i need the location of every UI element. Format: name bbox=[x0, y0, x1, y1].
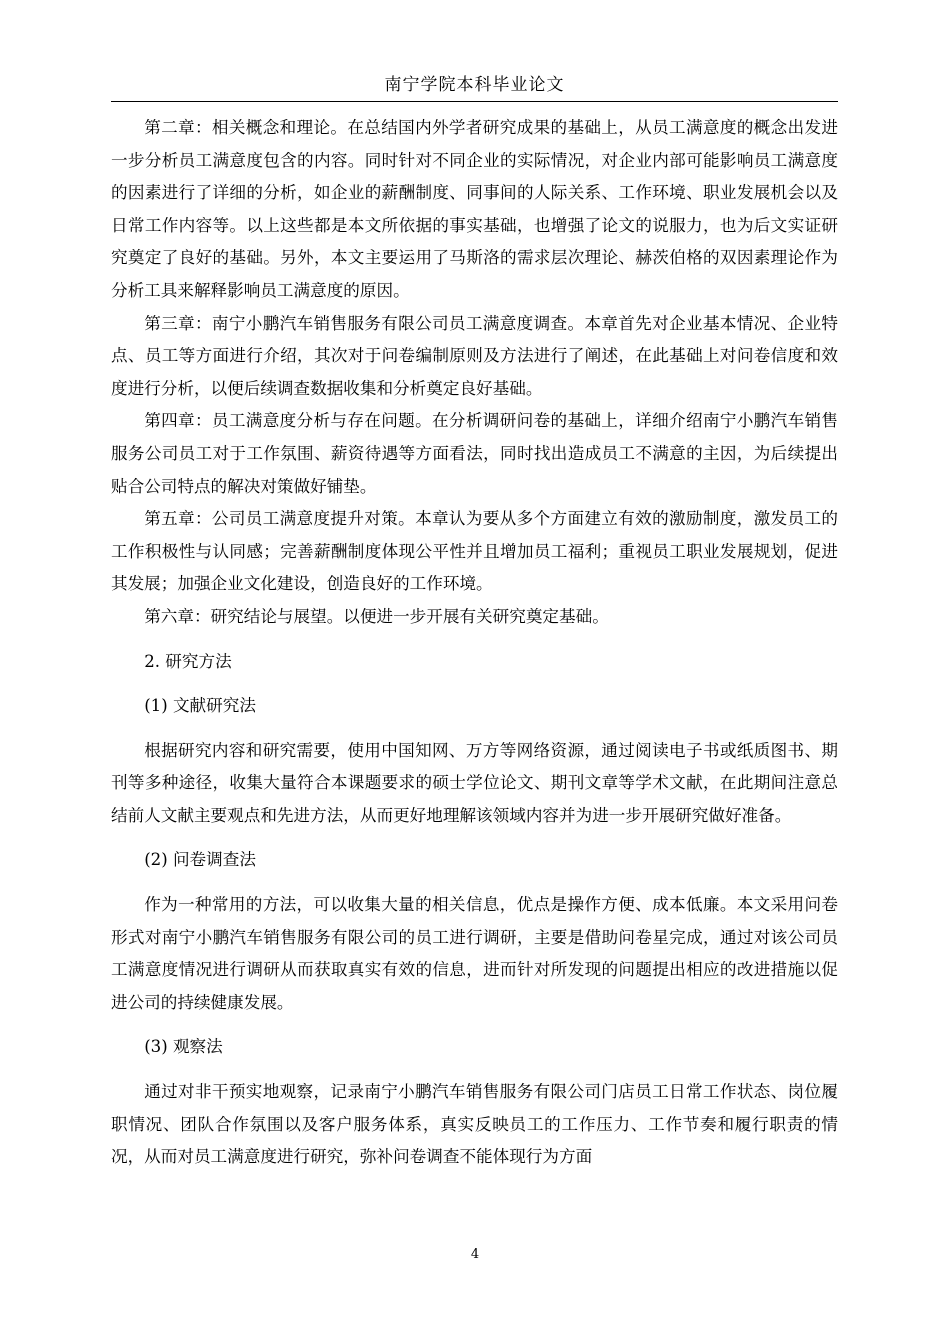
spacer bbox=[111, 832, 838, 844]
spacer bbox=[111, 1019, 838, 1031]
paragraph-chapter-5: 第五章：公司员工满意度提升对策。本章认为要从多个方面建立有效的激励制度，激发员工的工作积极性与认同感；完善薪酬制度体现公平性并且增加员工福利；重视员工职业发展规划，促进其发展；加强企业文化建设，创造良好的工作环境。 bbox=[111, 509, 838, 594]
spacer bbox=[111, 1064, 838, 1076]
subheading-literature-method: (1) 文献研究法 bbox=[144, 696, 256, 716]
page-number: 4 bbox=[470, 1247, 480, 1262]
spacer bbox=[111, 723, 838, 735]
header-rule bbox=[111, 101, 838, 102]
paragraph-chapter-6: 第六章：研究结论与展望。以便进一步开展有关研究奠定基础。 bbox=[144, 606, 609, 626]
subheading-questionnaire-method: (2) 问卷调查法 bbox=[144, 850, 256, 870]
paragraph-questionnaire-method: 作为一种常用的方法，可以收集大量的相关信息，优点是操作方便、成本低廉。本文采用问卷形式对南宁小鹏汽车销售服务有限公司的员工进行调研，主要是借助问卷星完成，通过对该公司员工满意度情况进行调研从而获取真实有效的信息，进而针对所发现的问题提出相应的改进措施以促进公司的持续健康发展。 bbox=[111, 895, 838, 1012]
paragraph-literature-method: 根据研究内容和研究需要，使用中国知网、万方等网络资源，通过阅读电子书或纸质图书、期刊等多种途径，收集大量符合本课题要求的硕士学位论文、期刊文章等学术文献，在此期间注意总结前人文献主要观点和先进方法，从而更好地理解该领域内容并为进一步开展研究做好准备。 bbox=[111, 740, 838, 825]
spacer bbox=[111, 877, 838, 889]
subheading-observation-method: (3) 观察法 bbox=[144, 1037, 223, 1057]
body-text bbox=[111, 112, 838, 1174]
section-heading-methods: 2. 研究方法 bbox=[144, 651, 232, 671]
spacer bbox=[111, 634, 838, 646]
running-header: 南宁学院本科毕业论文 bbox=[384, 75, 565, 95]
paragraph-chapter-4: 第四章：员工满意度分析与存在问题。在分析调研问卷的基础上，详细介绍南宁小鹏汽车销售服务公司员工对于工作氛围、薪资待遇等方面看法，同时找出造成员工不满意的主因，为后续提出贴合公司特点的解决对策做好铺垫。 bbox=[111, 411, 838, 496]
paragraph-chapter-2: 第二章：相关概念和理论。在总结国内外学者研究成果的基础上，从员工满意度的概念出发进一步分析员工满意度包含的内容。同时针对不同企业的实际情况，对企业内部可能影响员工满意度的因素进行了详细的分析，如企业的薪酬制度、同事间的人际关系、工作环境、职业发展机会以及日常工作内容等。以上这些都是本文所依据的事实基础，也增强了论文的说服力，也为后文实证研究奠定了良好的基础。另外，本文主要运用了马斯洛的需求层次理论、赫茨伯格的双因素理论作为分析工具来解释影响员工满意度的原因。 bbox=[111, 118, 838, 300]
paragraph-chapter-3: 第三章：南宁小鹏汽车销售服务有限公司员工满意度调查。本章首先对企业基本情况、企业特点、员工等方面进行介绍，其次对于问卷编制原则及方法进行了阐述，在此基础上对问卷信度和效度进行分析，以便后续调查数据收集和分析奠定良好基础。 bbox=[111, 313, 838, 398]
spacer bbox=[111, 678, 838, 690]
paragraph-observation-method: 通过对非干预实地观察，记录南宁小鹏汽车销售服务有限公司门店员工日常工作状态、岗位履职情况、团队合作氛围以及客户服务体系，真实反映员工的工作压力、工作节奏和履行职责的情况，从而对员工满意度进行研究，弥补问卷调查不能体现行为方面 bbox=[111, 1082, 838, 1167]
